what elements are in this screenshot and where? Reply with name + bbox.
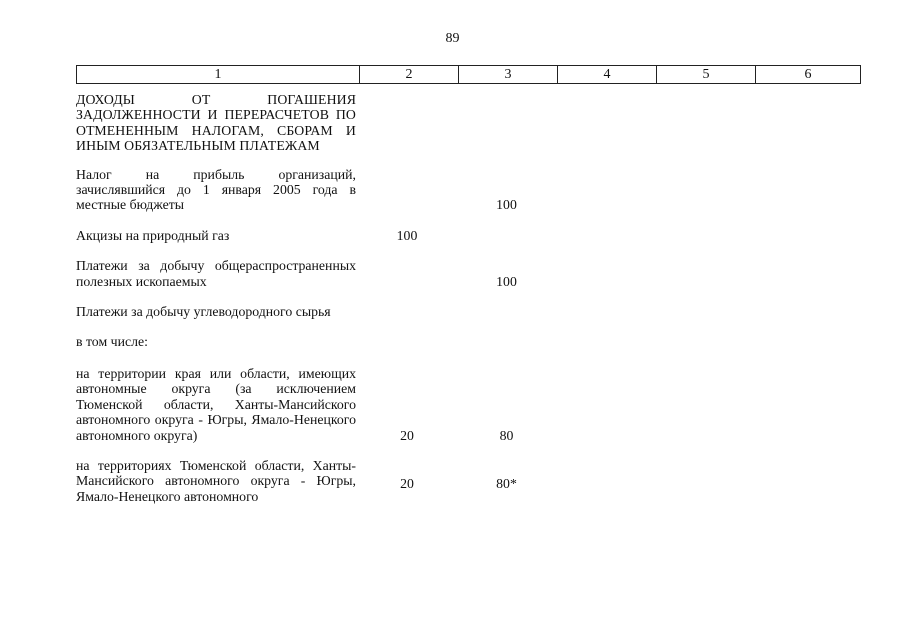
row-label: Платежи за добычу общераспространенных полезных ископаемых	[76, 258, 356, 289]
column-header-6: 6	[756, 66, 861, 84]
column-number-header	[76, 65, 861, 84]
table-row	[76, 304, 836, 319]
table-row	[76, 228, 836, 243]
row-label: Налог на прибыль организаций, зачислявшийся до 1 января 2005 года в местные бюджеты	[76, 166, 356, 213]
row-value-col2: 100	[396, 227, 418, 243]
row-value-col2: 20	[400, 475, 414, 491]
table-row	[76, 258, 836, 289]
table-row	[76, 92, 836, 154]
table-row	[76, 167, 836, 213]
row-value-col3: 80	[499, 427, 514, 443]
column-header-3: 3	[459, 66, 558, 84]
row-label: на территории края или области, имеющих автономные округа (за исключением Тюменской области, Ханты-Мансийского автономного округа - Югры, Ямало-Ненецкого автономного округа)	[76, 365, 356, 443]
row-label: Акцизы на природный газ	[76, 227, 230, 243]
row-value-col3: 80*	[496, 475, 517, 491]
row-value-col2: 20	[400, 427, 414, 443]
row-value-col3: 100	[496, 273, 517, 289]
column-header-2: 2	[360, 66, 459, 84]
column-header-5: 5	[657, 66, 756, 84]
row-label: ДОХОДЫ ОТ ПОГАШЕНИЯ ЗАДОЛЖЕННОСТИ И ПЕРЕРАСЧЕТОВ ПО ОТМЕНЕННЫМ НАЛОГАМ, СБОРАМ И ИНЫМ ОБЯЗАТЕЛЬНЫМ ПЛАТЕЖАМ	[76, 92, 356, 154]
row-label: на территориях Тюменской области, Ханты-Мансийского автономного округа - Югры, Ямало-Ненецкого автономного	[76, 457, 356, 504]
table-row	[76, 366, 836, 443]
table-row	[76, 458, 836, 504]
column-header-1: 1	[77, 66, 360, 84]
table-body	[76, 92, 836, 504]
table-row	[76, 334, 836, 349]
row-label: в том числе:	[76, 334, 148, 350]
column-header-4: 4	[558, 66, 657, 84]
page-number: 89	[445, 31, 460, 46]
row-value-col3: 100	[496, 197, 517, 213]
row-label: Платежи за добычу углеводородного сырья	[76, 304, 331, 320]
